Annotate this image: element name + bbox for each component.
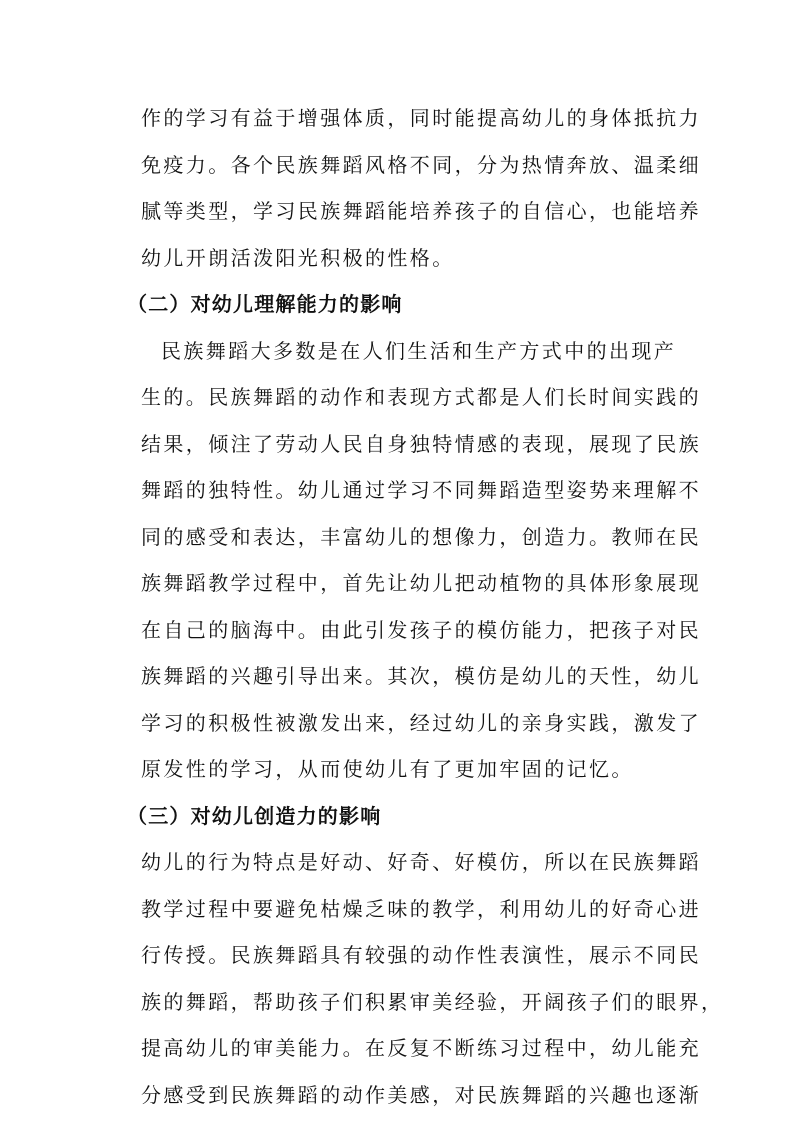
text-line: 行传授。民族舞蹈具有较强的动作性表演性，展示不同民	[141, 943, 701, 967]
text-line: 作的学习有益于增强体质，同时能提高幼儿的身体抵抗力	[141, 106, 701, 130]
text-line: 族的舞蹈，帮助孩子们积累审美经验，开阔孩子们的眼界，	[141, 989, 724, 1014]
text-line: 教学过程中要避免枯燥乏味的教学，利用幼儿的好奇心进	[141, 896, 701, 921]
text-line: 同的感受和表达，丰富幼儿的想像力，创造力。教师在民	[141, 524, 701, 549]
text-line: 原发性的学习，从而使幼儿有了更加牢固的记忆。	[141, 757, 634, 781]
text-line: 在自己的脑海中。由此引发孩子的模仿能力，把孩子对民	[141, 617, 701, 642]
text-line: 幼儿的行为特点是好动、好奇、好模仿，所以在民族舞蹈	[141, 850, 701, 874]
text-line: 幼儿开朗活泼阳光积极的性格。	[141, 245, 455, 270]
text-line: 结果，倾注了劳动人民自身独特情感的表现，展现了民族	[141, 431, 701, 456]
text-line: 族舞蹈教学过程中，首先让幼儿把动植物的具体形象展现	[141, 571, 701, 595]
text-line: 舞蹈的独特性。幼儿通过学习不同舞蹈造型姿势来理解不	[141, 478, 701, 502]
text-line: 学习的积极性被激发出来，经过幼儿的亲身实践，激发了	[141, 710, 701, 735]
body-text	[127, 95, 724, 1118]
section-heading-2: （二）对幼儿理解能力的影响	[127, 292, 403, 316]
text-line: 生的。民族舞蹈的动作和表现方式都是人们长时间实践的	[141, 385, 701, 409]
text-line: 免疫力。各个民族舞蹈风格不同，分为热情奔放、温柔细	[141, 152, 701, 177]
text-line: 腻等类型，学习民族舞蹈能培养孩子的自信心，也能培养	[141, 199, 701, 223]
text-line: 分感受到民族舞蹈的动作美感，对民族舞蹈的兴趣也逐渐	[141, 1082, 701, 1107]
paragraph-first-line: 民族舞蹈大多数是在人们生活和生产方式中的出现产	[161, 338, 677, 363]
text-line: 提高幼儿的审美能力。在反复不断练习过程中，幼儿能充	[141, 1036, 701, 1060]
text-line: 族舞蹈的兴趣引导出来。其次，模仿是幼儿的天性，幼儿	[141, 664, 701, 688]
section-heading-3: （三）对幼儿创造力的影响	[127, 803, 382, 828]
